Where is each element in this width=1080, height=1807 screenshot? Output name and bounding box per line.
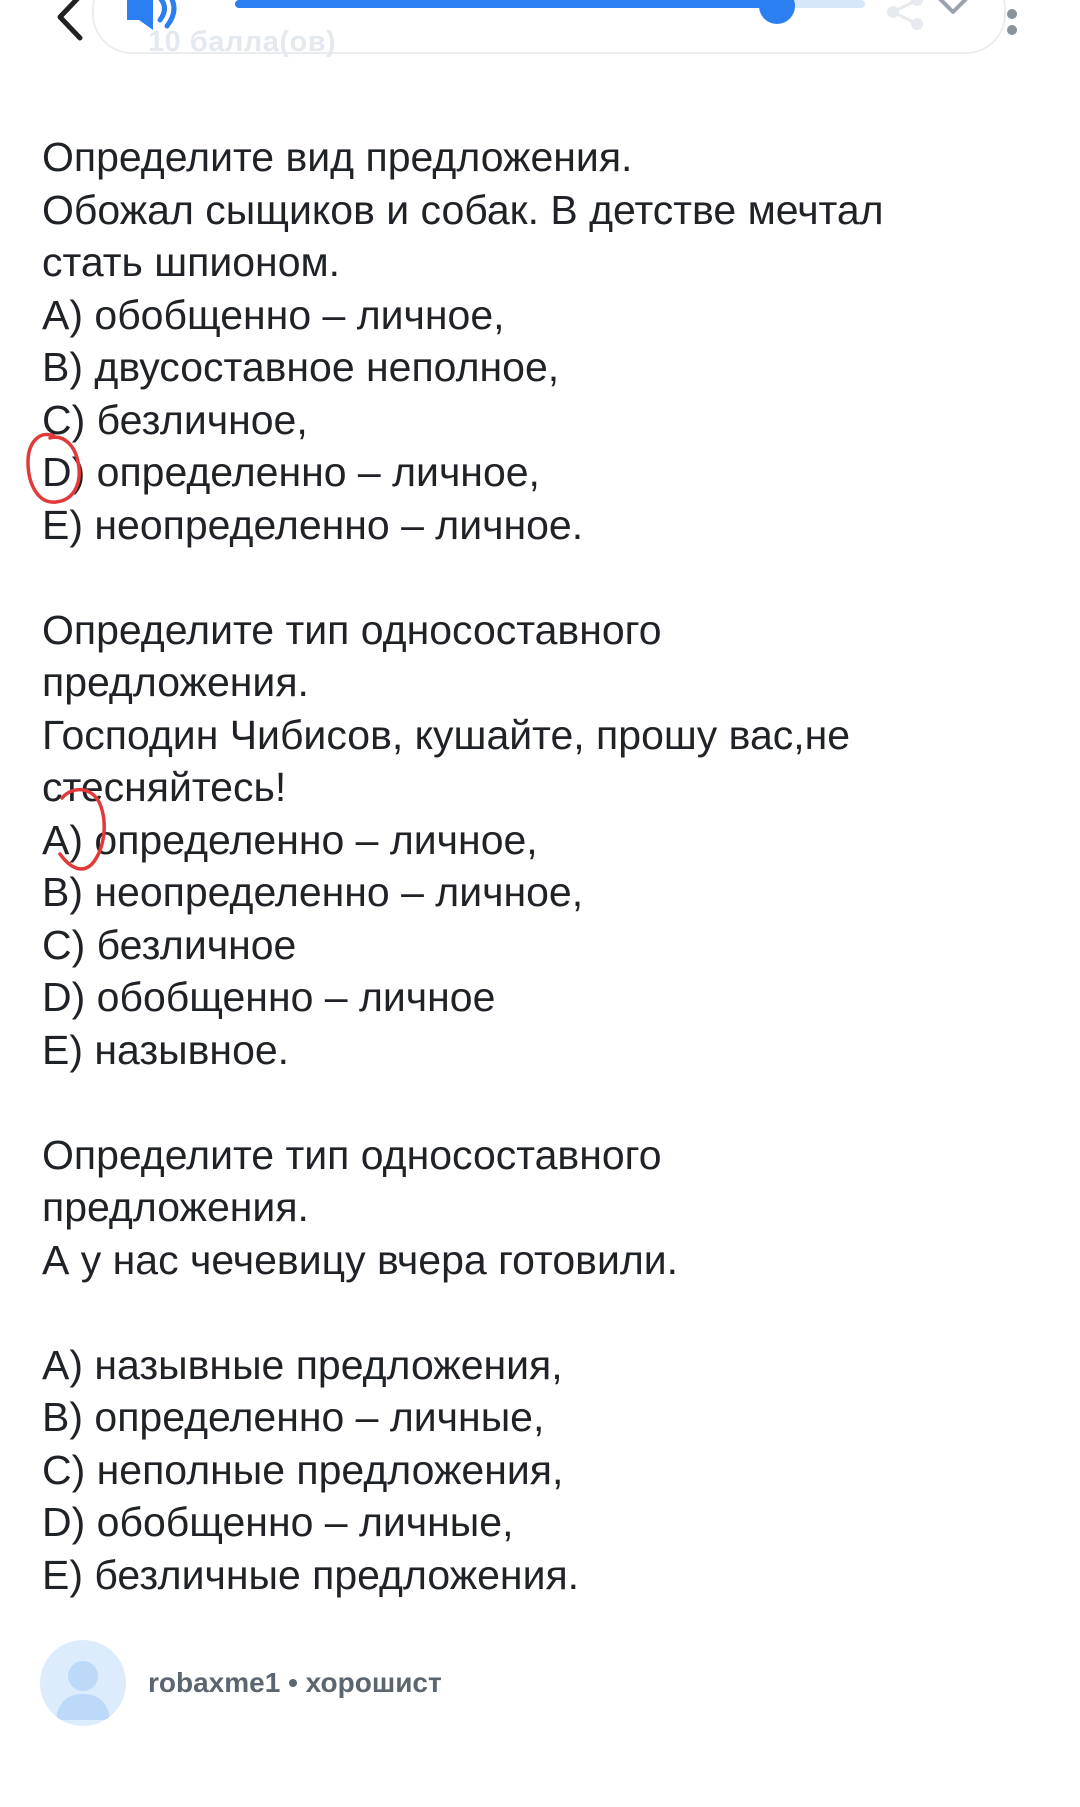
answer-option: A) назывные предложения, xyxy=(42,1341,563,1388)
answer-option: D) обобщенно – личное xyxy=(42,974,496,1020)
spacer xyxy=(42,1076,1042,1129)
answer-option: B) двусоставное неполное, xyxy=(42,344,560,390)
answer-option: B) определенно – личные, xyxy=(42,1394,545,1440)
user-avatar-icon[interactable] xyxy=(40,1640,126,1726)
question-text-line: Определите тип односоставного xyxy=(42,1131,662,1178)
answer-option: B) неопределенно – личное, xyxy=(42,869,584,915)
question-block xyxy=(42,131,1042,551)
answer-option: E) неопределенно – личное. xyxy=(42,501,584,548)
question-text-line: Определите вид предложения. xyxy=(42,134,633,180)
question-text-line: предложения. xyxy=(42,659,309,705)
author-rank: хорошист xyxy=(305,1667,442,1698)
question-text-line: стесняйтесь! xyxy=(42,764,287,810)
chevron-left-icon xyxy=(50,0,90,42)
answer-option: A) обобщенно – личное, xyxy=(42,291,505,338)
points-label: 10 балла(ов) xyxy=(148,26,337,58)
audio-progress-slider[interactable] xyxy=(235,0,865,8)
question-block xyxy=(42,1129,1042,1602)
audio-player-bar xyxy=(0,0,1080,70)
question-text-line: А у нас чечевицу вчера готовили. xyxy=(42,1236,679,1283)
author-name-line[interactable] xyxy=(148,1667,442,1699)
more-vertical-icon[interactable] xyxy=(1004,0,1020,40)
audio-progress-fill xyxy=(235,0,777,8)
spacer xyxy=(42,551,1042,604)
author-username[interactable]: robaxme1 xyxy=(148,1667,281,1698)
question-text-line: предложения. xyxy=(42,1184,309,1230)
question-text-line: стать шпионом. xyxy=(42,239,341,285)
answer-option: D) определенно – личное, xyxy=(42,449,540,495)
answer-option: E) безличные предложения. xyxy=(42,1551,580,1598)
author-separator: • xyxy=(288,1667,298,1698)
spacer xyxy=(42,1286,1042,1339)
answer-option: C) безличное, xyxy=(42,396,308,443)
share-icon[interactable] xyxy=(885,0,925,32)
answer-author[interactable] xyxy=(40,1640,740,1730)
answer-option: A) определенно – личное, xyxy=(42,816,538,863)
question-text-line: Господин Чибисов, кушайте, прошу вас,не xyxy=(42,711,851,758)
answer-option: D) обобщенно – личные, xyxy=(42,1499,514,1545)
back-button[interactable] xyxy=(50,0,90,42)
question-text-line: Определите тип односоставного xyxy=(42,606,662,653)
answer-option: C) безличное xyxy=(42,921,297,968)
answer-option: E) назывное. xyxy=(42,1026,290,1073)
answer-content xyxy=(42,131,1042,1601)
answer-option: C) неполные предложения, xyxy=(42,1446,564,1493)
question-block xyxy=(42,604,1042,1077)
chevron-down-icon[interactable] xyxy=(935,0,971,20)
question-text-line: Обожал сыщиков и собак. В детстве мечтал xyxy=(42,186,884,233)
